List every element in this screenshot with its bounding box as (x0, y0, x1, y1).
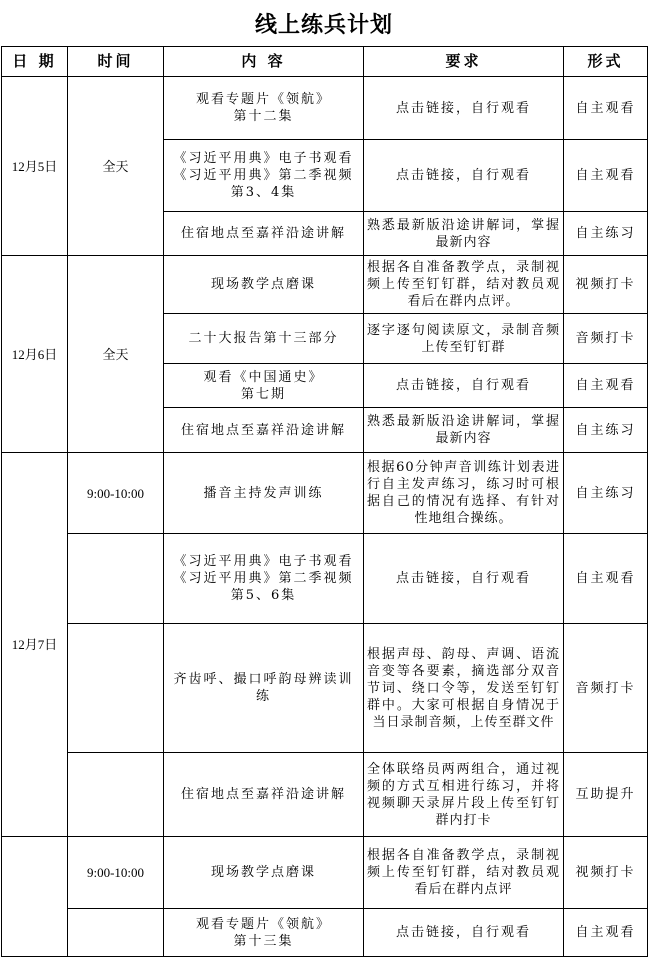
content-cell: 现场教学点磨课 (164, 256, 364, 314)
requirement-cell: 熟悉最新版沿途讲解词，掌握最新内容 (364, 212, 564, 256)
content-cell: 住宿地点至嘉祥沿途讲解 (164, 212, 364, 256)
requirement-cell: 点击链接，自行观看 (364, 534, 564, 624)
requirement-cell: 点击链接，自行观看 (364, 140, 564, 212)
time-cell (68, 909, 164, 957)
requirement-cell: 全体联络员两两组合，通过视频的方式互相进行练习，并将视频聊天录屏片段上传至钉钉群内打卡 (364, 753, 564, 837)
table-row (2, 909, 648, 957)
table-row (2, 453, 648, 534)
date-cell (2, 837, 68, 957)
time-cell: 9:00-10:00 (68, 453, 164, 534)
requirement-cell: 逐字逐句阅读原文，录制音频上传至钉钉群 (364, 314, 564, 364)
requirement-cell: 点击链接，自行观看 (364, 909, 564, 957)
header-date: 日 期 (2, 47, 68, 77)
content-cell: 播音主持发声训练 (164, 453, 364, 534)
table-row (2, 624, 648, 753)
format-cell: 自主练习 (564, 408, 648, 453)
format-cell: 视频打卡 (564, 256, 648, 314)
format-cell: 音频打卡 (564, 624, 648, 753)
requirement-cell: 根据各自准备教学点，录制视频上传至钉钉群，结对教员观看后在群内点评。 (364, 256, 564, 314)
content-cell: 齐齿呼、撮口呼韵母辨读训练 (164, 624, 364, 753)
table-row (2, 837, 648, 909)
content-cell: 住宿地点至嘉祥沿途讲解 (164, 408, 364, 453)
format-cell: 互助提升 (564, 753, 648, 837)
table-row (2, 77, 648, 140)
time-cell: 9:00-10:00 (68, 837, 164, 909)
format-cell: 自主观看 (564, 77, 648, 140)
format-cell: 自主观看 (564, 909, 648, 957)
format-cell: 自主练习 (564, 453, 648, 534)
format-cell: 音频打卡 (564, 314, 648, 364)
content-cell: 现场教学点磨课 (164, 837, 364, 909)
time-cell (68, 753, 164, 837)
requirement-cell: 点击链接，自行观看 (364, 364, 564, 408)
header-format: 形式 (564, 47, 648, 77)
content-cell: 观看《中国通史》第七期 (164, 364, 364, 408)
time-cell: 全天 (68, 256, 164, 453)
table-row (2, 753, 648, 837)
format-cell: 自主观看 (564, 140, 648, 212)
date-cell: 12月7日 (2, 453, 68, 837)
requirement-cell: 根据60分钟声音训练计划表进行自主发声练习，练习时可根据自己的情况有选择、有针对性地组合操练。 (364, 453, 564, 534)
time-cell (68, 534, 164, 624)
requirement-cell: 点击链接，自行观看 (364, 77, 564, 140)
time-cell (68, 624, 164, 753)
content-cell: 《习近平用典》电子书观看《习近平用典》第二季视频第3、4集 (164, 140, 364, 212)
format-cell: 自主练习 (564, 212, 648, 256)
content-cell: 观看专题片《领航》第十二集 (164, 77, 364, 140)
date-cell: 12月5日 (2, 77, 68, 256)
content-cell: 《习近平用典》电子书观看《习近平用典》第二季视频第5、6集 (164, 534, 364, 624)
format-cell: 自主观看 (564, 364, 648, 408)
table-row (2, 256, 648, 314)
content-cell: 观看专题片《领航》第十三集 (164, 909, 364, 957)
content-cell: 住宿地点至嘉祥沿途讲解 (164, 753, 364, 837)
header-time: 时间 (68, 47, 164, 77)
date-cell: 12月6日 (2, 256, 68, 453)
requirement-cell: 根据各自准备教学点，录制视频上传至钉钉群，结对教员观看后在群内点评 (364, 837, 564, 909)
plan-table (1, 46, 648, 957)
header-requirement: 要求 (364, 47, 564, 77)
format-cell: 自主观看 (564, 534, 648, 624)
page-title: 线上练兵计划 (254, 12, 393, 38)
content-cell: 二十大报告第十三部分 (164, 314, 364, 364)
header-content: 内 容 (164, 47, 364, 77)
header-row (2, 47, 648, 77)
table-row (2, 534, 648, 624)
requirement-cell: 根据声母、韵母、声调、语流音变等各要素，摘选部分双音节词、绕口令等，发送至钉钉群中。大家可根据自身情况于当日录制音频，上传至群文件 (364, 624, 564, 753)
time-cell: 全天 (68, 77, 164, 256)
format-cell: 视频打卡 (564, 837, 648, 909)
requirement-cell: 熟悉最新版沿途讲解词，掌握最新内容 (364, 408, 564, 453)
